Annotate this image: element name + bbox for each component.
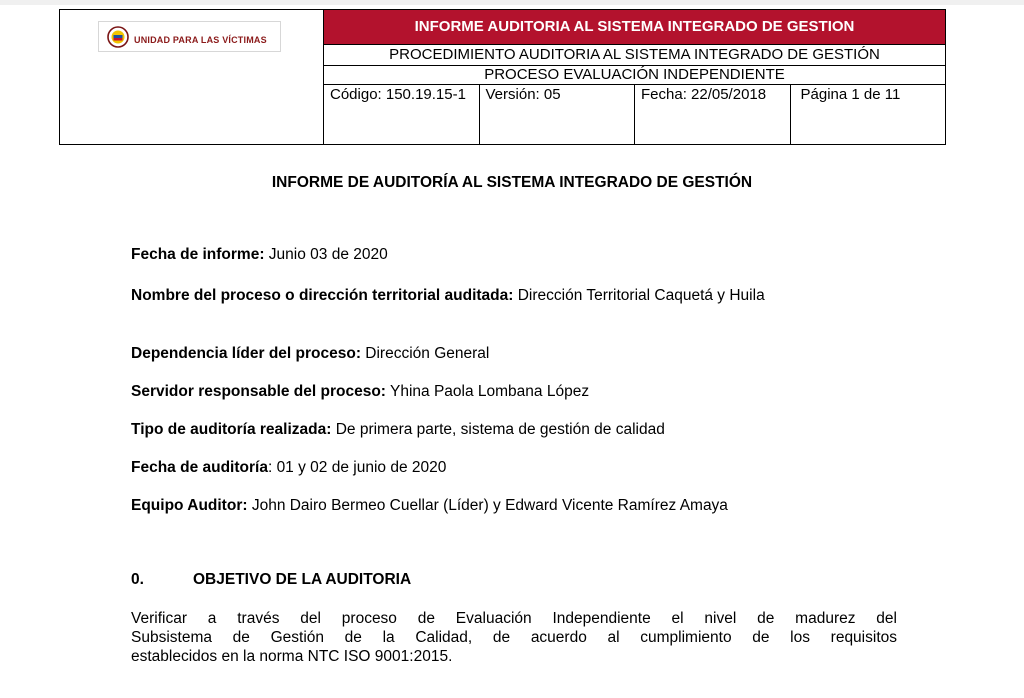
document-title: INFORME DE AUDITORÍA AL SISTEMA INTEGRADO DE GESTIÓN (271, 174, 753, 191)
field-audit-date: Fecha de auditoría: 01 y 02 de junio de 2020 (131, 459, 447, 476)
field-lead-dependency: Dependencia líder del proceso: Dirección General (131, 345, 490, 362)
section-heading-objective: 0. OBJETIVO DE LA AUDITORIA (131, 571, 412, 588)
top-edge (0, 0, 1024, 5)
colombia-seal-icon (107, 26, 129, 48)
procedure-name: PROCEDIMIENTO AUDITORIA AL SISTEMA INTEGRADO DE GESTIÓN (324, 45, 946, 66)
logo-text: UNIDAD PARA LAS VÍCTIMAS (134, 35, 267, 45)
field-responsible-officer: Servidor responsable del proceso: Yhina Paola Lombana López (131, 383, 590, 400)
field-audit-team: Equipo Auditor: John Dairo Bermeo Cuellar (Líder) y Edward Vicente Ramírez Amaya (131, 497, 728, 514)
field-audited-process: Nombre del proceso o dirección territorial auditada: Dirección Territorial Caquetá y Huila (131, 287, 765, 304)
field-audit-type: Tipo de auditoría realizada: De primera parte, sistema de gestión de calidad (131, 421, 665, 438)
logo-cell (60, 10, 324, 145)
document-version: Versión: 05 (479, 84, 635, 144)
objective-paragraph: Verificar a través del proceso de Evaluación Independiente el nivel de madurez del Subsistema de Gestión de la Calidad, de acuerdo al cumplimiento de los requisitos establecidos en la norma NTC ISO 9001:2015. (131, 610, 897, 665)
field-report-date: Fecha de informe: Junio 03 de 2020 (131, 246, 388, 263)
page-number: Página 1 de 11 (790, 84, 946, 144)
report-title-banner: INFORME AUDITORIA AL SISTEMA INTEGRADO DE GESTION (324, 10, 946, 45)
unidad-victimas-logo (98, 21, 281, 52)
document-date: Fecha: 22/05/2018 (635, 84, 791, 144)
document-header-table (59, 9, 946, 145)
document-code: Código: 150.19.15-1 (324, 84, 480, 144)
process-name: PROCESO EVALUACIÓN INDEPENDIENTE (324, 66, 946, 84)
